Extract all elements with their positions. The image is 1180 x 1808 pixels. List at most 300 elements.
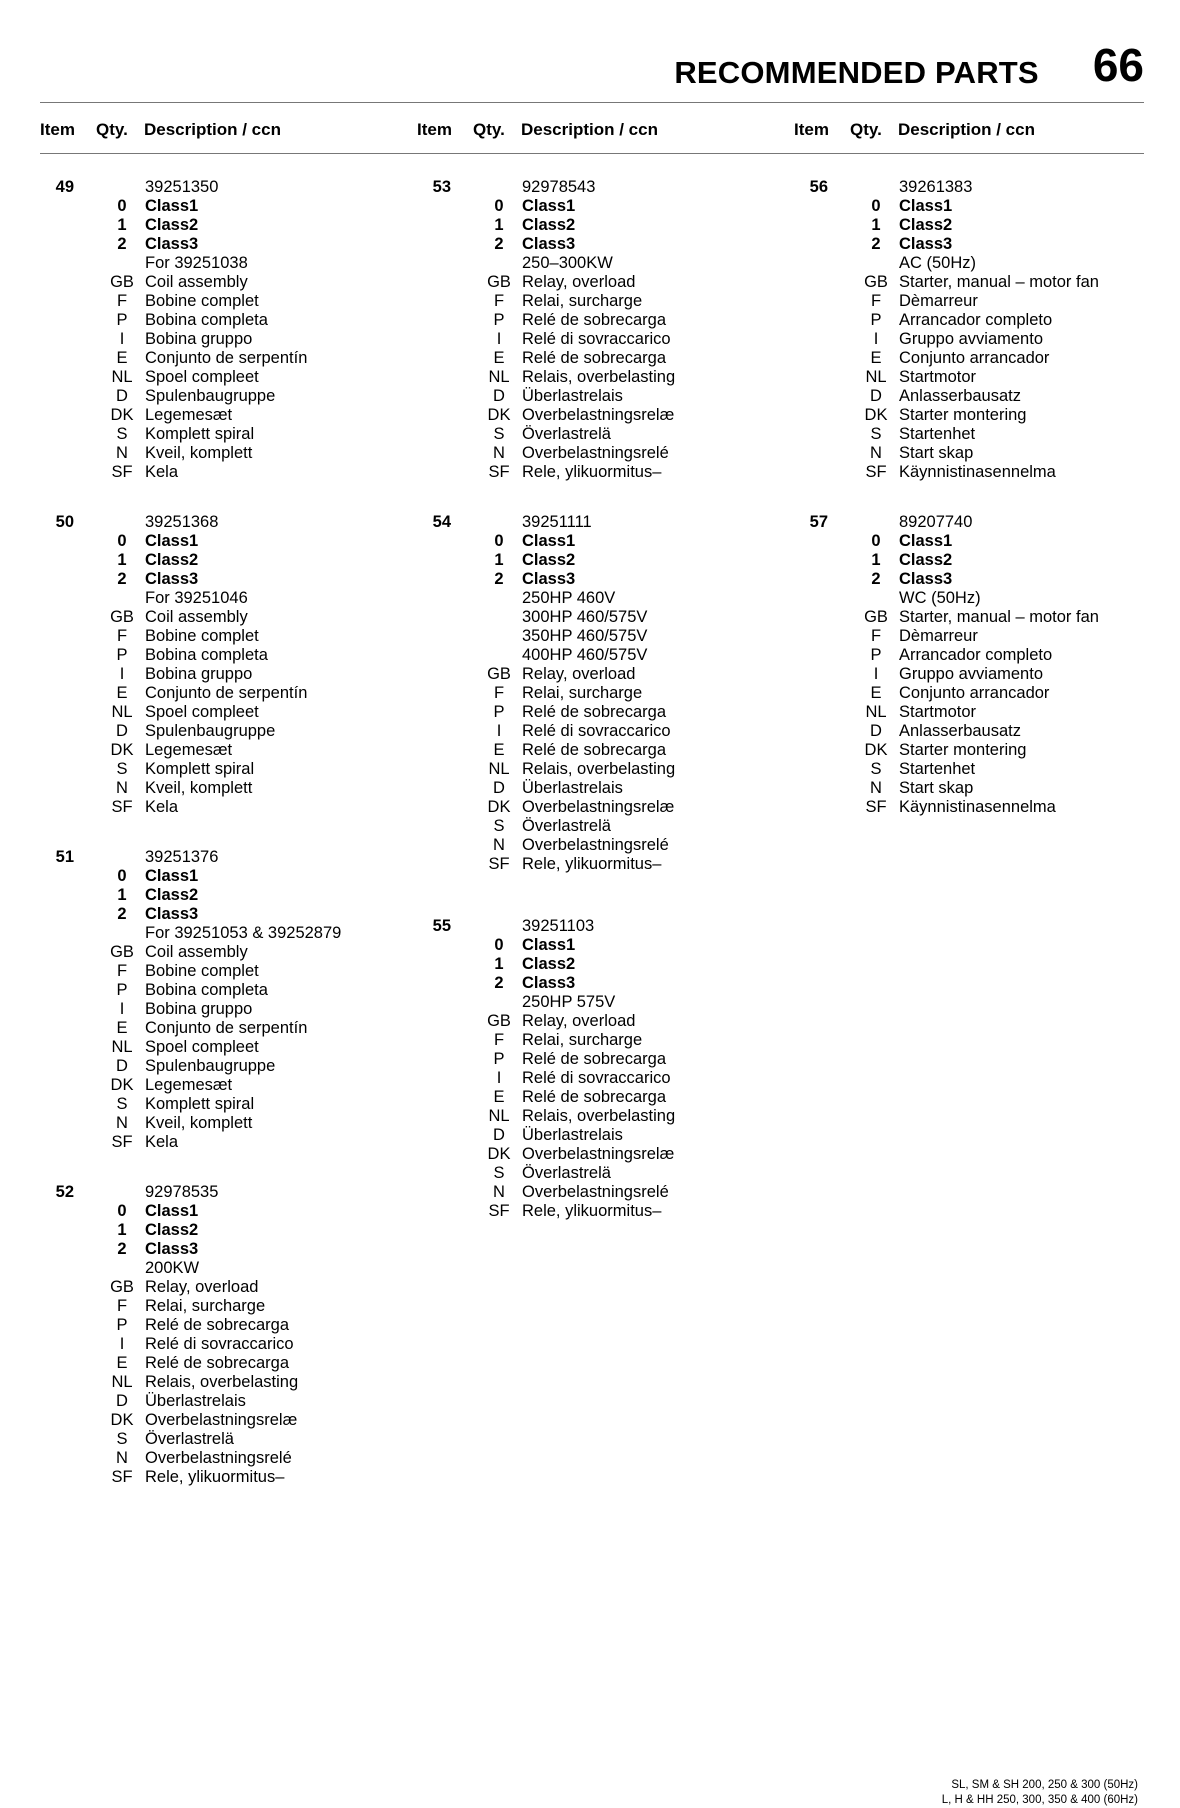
- qty-cell: DK: [110, 1411, 134, 1429]
- qty-cell: E: [870, 349, 882, 367]
- qty-cell: 0: [117, 197, 127, 215]
- qty-cell: S: [116, 1430, 128, 1448]
- description-cell: 92978543: [522, 178, 596, 196]
- part-item-50: [40, 513, 400, 817]
- qty-cell: 0: [494, 532, 504, 550]
- description-cell: Kela: [145, 1133, 179, 1151]
- page-title: RECOMMENDED PARTS: [674, 55, 1039, 90]
- description-cell: Arrancador completo: [899, 646, 1053, 664]
- part-line: [40, 330, 400, 349]
- part-line: [417, 1145, 777, 1164]
- description-cell: Relé de sobrecarga: [522, 741, 667, 759]
- description-cell: Relai, surcharge: [522, 1031, 643, 1049]
- description-cell: Coil assembly: [145, 943, 248, 961]
- part-line: [417, 254, 777, 273]
- part-line: [794, 551, 1154, 570]
- description-cell: Class1: [145, 532, 199, 550]
- description-cell: 39261383: [899, 178, 973, 196]
- description-cell: Class1: [522, 197, 576, 215]
- description-cell: 250HP 575V: [522, 993, 616, 1011]
- description-cell: Käynnistinasennelma: [899, 463, 1056, 481]
- qty-cell: GB: [110, 608, 134, 626]
- part-line: [417, 349, 777, 368]
- description-cell: Bobina gruppo: [145, 1000, 253, 1018]
- description-cell: Relé de sobrecarga: [522, 311, 667, 329]
- qty-cell: SF: [865, 798, 887, 816]
- qty-cell: GB: [487, 1012, 511, 1030]
- qty-cell: SF: [488, 1202, 510, 1220]
- part-line: [794, 406, 1154, 425]
- part-item-55: [417, 917, 777, 1221]
- qty-cell: N: [116, 1114, 128, 1132]
- part-line: [40, 741, 400, 760]
- qty-cell: DK: [864, 741, 888, 759]
- qty-cell: D: [870, 387, 882, 405]
- column-header-item: Item: [417, 120, 452, 139]
- description-cell: Class3: [145, 235, 199, 253]
- description-cell: Överlastrelä: [522, 1164, 611, 1182]
- description-cell: Class2: [145, 216, 199, 234]
- part-line: [40, 1240, 400, 1259]
- qty-cell: F: [493, 1031, 505, 1049]
- part-line: [40, 1114, 400, 1133]
- part-line: [794, 387, 1154, 406]
- description-cell: 39251111: [522, 513, 592, 531]
- part-line: [794, 684, 1154, 703]
- qty-cell: DK: [487, 798, 511, 816]
- qty-cell: GB: [487, 665, 511, 683]
- part-item-51: [40, 848, 400, 1152]
- qty-cell: GB: [110, 273, 134, 291]
- part-line: [40, 292, 400, 311]
- description-cell: Rele, ylikuormitus–: [522, 855, 662, 873]
- description-cell: Overbelastningsrelæ: [522, 406, 675, 424]
- qty-cell: DK: [110, 1076, 134, 1094]
- qty-cell: 1: [494, 551, 504, 569]
- qty-cell: P: [493, 703, 505, 721]
- qty-cell: I: [496, 330, 502, 348]
- description-cell: Relé de sobrecarga: [145, 1354, 290, 1372]
- qty-cell: GB: [864, 273, 888, 291]
- qty-cell: N: [116, 444, 128, 462]
- part-line: [794, 741, 1154, 760]
- part-line: [40, 1133, 400, 1152]
- part-line: [40, 1297, 400, 1316]
- part-line: [417, 798, 777, 817]
- part-line: [40, 722, 400, 741]
- part-line: [794, 197, 1154, 216]
- qty-cell: NL: [111, 1373, 133, 1391]
- description-cell: Relai, surcharge: [145, 1297, 266, 1315]
- part-line: [417, 216, 777, 235]
- column-header-qty: Qty.: [473, 120, 505, 139]
- part-line: [417, 292, 777, 311]
- description-cell: Överlastrelä: [522, 817, 611, 835]
- part-line: [417, 993, 777, 1012]
- description-cell: Bobine complet: [145, 627, 259, 645]
- parts-column-3: [794, 178, 1154, 817]
- description-cell: Dèmarreur: [899, 292, 978, 310]
- part-line: [417, 1050, 777, 1069]
- description-cell: Rele, ylikuormitus–: [522, 1202, 662, 1220]
- part-line: [417, 406, 777, 425]
- description-cell: Class2: [145, 1221, 199, 1239]
- part-line: [40, 1354, 400, 1373]
- part-line: [40, 962, 400, 981]
- description-cell: Legemesæt: [145, 741, 233, 759]
- part-line: [794, 292, 1154, 311]
- qty-cell: P: [116, 646, 128, 664]
- qty-cell: 1: [117, 886, 127, 904]
- part-line: [417, 311, 777, 330]
- qty-cell: I: [873, 665, 879, 683]
- part-line: [40, 1202, 400, 1221]
- qty-cell: E: [116, 684, 128, 702]
- qty-cell: I: [496, 1069, 502, 1087]
- qty-cell: 2: [117, 1240, 127, 1258]
- description-cell: Class3: [522, 235, 576, 253]
- qty-cell: 2: [117, 905, 127, 923]
- part-line: [40, 513, 400, 532]
- qty-cell: 0: [117, 867, 127, 885]
- part-line: [40, 197, 400, 216]
- part-line: [417, 646, 777, 665]
- description-cell: Überlastrelais: [522, 779, 623, 797]
- qty-cell: P: [870, 646, 882, 664]
- column-header-description: Description / ccn: [144, 120, 281, 139]
- qty-cell: E: [493, 1088, 505, 1106]
- qty-cell: P: [116, 981, 128, 999]
- description-cell: Bobina completa: [145, 981, 268, 999]
- description-cell: Class2: [899, 216, 953, 234]
- part-line: [794, 368, 1154, 387]
- description-cell: Coil assembly: [145, 273, 248, 291]
- description-cell: Class2: [522, 216, 576, 234]
- part-line: [417, 936, 777, 955]
- description-cell: Bobina gruppo: [145, 330, 253, 348]
- description-cell: Komplett spiral: [145, 1095, 255, 1113]
- qty-cell: D: [116, 1057, 128, 1075]
- column-header-qty: Qty.: [850, 120, 882, 139]
- item-number: 57: [809, 513, 828, 531]
- qty-cell: NL: [111, 368, 133, 386]
- description-cell: Class1: [522, 936, 576, 954]
- description-cell: Käynnistinasennelma: [899, 798, 1056, 816]
- description-cell: Startmotor: [899, 703, 977, 721]
- part-line: [417, 1088, 777, 1107]
- part-line: [40, 1057, 400, 1076]
- part-line: [417, 551, 777, 570]
- part-line: [417, 532, 777, 551]
- description-cell: For 39251046: [145, 589, 248, 607]
- description-cell: 250HP 460V: [522, 589, 616, 607]
- column-header-description: Description / ccn: [521, 120, 658, 139]
- qty-cell: 2: [494, 570, 504, 588]
- qty-cell: S: [870, 760, 882, 778]
- qty-cell: F: [870, 627, 882, 645]
- part-line: [40, 349, 400, 368]
- part-line: [40, 387, 400, 406]
- description-cell: For 39251038: [145, 254, 248, 272]
- qty-cell: E: [116, 1019, 128, 1037]
- description-cell: Starter montering: [899, 741, 1027, 759]
- part-line: [794, 722, 1154, 741]
- part-line: [40, 1392, 400, 1411]
- part-line: [417, 463, 777, 482]
- part-line: [40, 425, 400, 444]
- qty-cell: D: [116, 1392, 128, 1410]
- qty-cell: SF: [865, 463, 887, 481]
- description-cell: Start skap: [899, 779, 974, 797]
- part-line: [40, 886, 400, 905]
- part-line: [417, 760, 777, 779]
- part-line: [417, 273, 777, 292]
- description-cell: 350HP 460/575V: [522, 627, 648, 645]
- part-line: [40, 551, 400, 570]
- qty-cell: DK: [487, 406, 511, 424]
- part-line: [417, 608, 777, 627]
- qty-cell: I: [119, 1000, 125, 1018]
- qty-cell: 1: [494, 955, 504, 973]
- part-line: [40, 608, 400, 627]
- qty-cell: I: [496, 722, 502, 740]
- qty-cell: NL: [865, 703, 887, 721]
- description-cell: 250–300KW: [522, 254, 613, 272]
- qty-cell: 1: [494, 216, 504, 234]
- qty-cell: P: [493, 1050, 505, 1068]
- qty-cell: 0: [117, 1202, 127, 1220]
- description-cell: Überlastrelais: [145, 1392, 246, 1410]
- description-cell: Spoel compleet: [145, 703, 259, 721]
- part-line: [794, 311, 1154, 330]
- part-line: [40, 254, 400, 273]
- description-cell: Anlasserbausatz: [899, 387, 1021, 405]
- qty-cell: E: [870, 684, 882, 702]
- description-cell: Conjunto de serpentín: [145, 349, 308, 367]
- part-line: [794, 798, 1154, 817]
- qty-cell: N: [493, 836, 505, 854]
- description-cell: Class1: [145, 197, 199, 215]
- description-cell: Spulenbaugruppe: [145, 722, 276, 740]
- qty-cell: 1: [871, 216, 881, 234]
- part-line: [417, 425, 777, 444]
- part-line: [40, 1373, 400, 1392]
- part-line: [40, 570, 400, 589]
- qty-cell: NL: [111, 703, 133, 721]
- part-item-53: [417, 178, 777, 482]
- qty-cell: F: [493, 684, 505, 702]
- part-line: [794, 665, 1154, 684]
- description-cell: Gruppo avviamento: [899, 665, 1043, 683]
- description-cell: Class1: [899, 197, 953, 215]
- description-cell: Relai, surcharge: [522, 292, 643, 310]
- description-cell: 39251376: [145, 848, 219, 866]
- qty-cell: 2: [494, 974, 504, 992]
- description-cell: Conjunto arrancador: [899, 684, 1050, 702]
- qty-cell: S: [116, 1095, 128, 1113]
- part-line: [40, 779, 400, 798]
- part-line: [417, 368, 777, 387]
- qty-cell: N: [870, 444, 882, 462]
- column-header-rule: [40, 153, 1144, 154]
- qty-cell: D: [116, 722, 128, 740]
- description-cell: Relais, overbelasting: [522, 368, 676, 386]
- qty-cell: SF: [111, 463, 133, 481]
- description-cell: Starter, manual – motor fan: [899, 608, 1099, 626]
- part-line: [40, 406, 400, 425]
- part-line: [417, 684, 777, 703]
- description-cell: Dèmarreur: [899, 627, 978, 645]
- item-number: 54: [432, 513, 451, 531]
- part-item-54: [417, 513, 777, 874]
- description-cell: Spoel compleet: [145, 368, 259, 386]
- qty-cell: S: [116, 425, 128, 443]
- part-line: [794, 627, 1154, 646]
- description-cell: Kveil, komplett: [145, 444, 253, 462]
- description-cell: Class1: [522, 532, 576, 550]
- qty-cell: DK: [110, 406, 134, 424]
- description-cell: Bobine complet: [145, 292, 259, 310]
- qty-cell: 0: [494, 936, 504, 954]
- part-line: [417, 570, 777, 589]
- part-line: [40, 646, 400, 665]
- description-cell: Overbelastningsrelé: [145, 1449, 292, 1467]
- description-cell: Komplett spiral: [145, 425, 255, 443]
- part-line: [40, 1221, 400, 1240]
- part-line: [794, 235, 1154, 254]
- qty-cell: GB: [110, 1278, 134, 1296]
- qty-cell: E: [493, 741, 505, 759]
- part-line: [794, 589, 1154, 608]
- part-line: [40, 1316, 400, 1335]
- qty-cell: SF: [111, 1133, 133, 1151]
- part-line: [40, 178, 400, 197]
- part-line: [40, 848, 400, 867]
- part-line: [417, 722, 777, 741]
- part-line: [417, 1126, 777, 1145]
- description-cell: Relé di sovraccarico: [145, 1335, 294, 1353]
- part-line: [417, 974, 777, 993]
- part-line: [417, 741, 777, 760]
- part-line: [794, 216, 1154, 235]
- description-cell: Relé de sobrecarga: [522, 349, 667, 367]
- part-line: [417, 1202, 777, 1221]
- description-cell: Relé di sovraccarico: [522, 1069, 671, 1087]
- description-cell: Relais, overbelasting: [522, 1107, 676, 1125]
- description-cell: Overbelastningsrelé: [522, 836, 669, 854]
- parts-column-1: [40, 178, 400, 1487]
- description-cell: Class3: [145, 1240, 199, 1258]
- description-cell: Starter montering: [899, 406, 1027, 424]
- description-cell: Overbelastningsrelæ: [522, 1145, 675, 1163]
- part-line: [794, 178, 1154, 197]
- part-line: [417, 513, 777, 532]
- qty-cell: F: [116, 292, 128, 310]
- description-cell: Coil assembly: [145, 608, 248, 626]
- qty-cell: DK: [110, 741, 134, 759]
- qty-cell: 1: [117, 216, 127, 234]
- description-cell: Relay, overload: [522, 273, 636, 291]
- qty-cell: NL: [488, 1107, 510, 1125]
- qty-cell: GB: [864, 608, 888, 626]
- qty-cell: SF: [111, 798, 133, 816]
- description-cell: Class3: [899, 235, 953, 253]
- description-cell: WC (50Hz): [899, 589, 981, 607]
- description-cell: Class1: [145, 867, 199, 885]
- description-cell: Relé di sovraccarico: [522, 330, 671, 348]
- qty-cell: NL: [488, 760, 510, 778]
- page-header: [674, 39, 1144, 91]
- part-line: [794, 760, 1154, 779]
- qty-cell: 0: [117, 532, 127, 550]
- part-line: [794, 425, 1154, 444]
- description-cell: Spoel compleet: [145, 1038, 259, 1056]
- part-line: [40, 1019, 400, 1038]
- part-line: [40, 1449, 400, 1468]
- qty-cell: S: [493, 425, 505, 443]
- part-line: [794, 330, 1154, 349]
- description-cell: Conjunto de serpentín: [145, 1019, 308, 1037]
- description-cell: Class2: [522, 955, 576, 973]
- description-cell: Class3: [145, 905, 199, 923]
- qty-cell: S: [116, 760, 128, 778]
- part-line: [40, 532, 400, 551]
- part-line: [417, 178, 777, 197]
- description-cell: Relé de sobrecarga: [522, 1088, 667, 1106]
- qty-cell: N: [116, 1449, 128, 1467]
- qty-cell: N: [870, 779, 882, 797]
- description-cell: Class2: [145, 886, 199, 904]
- header-rule: [40, 102, 1144, 103]
- description-cell: 92978535: [145, 1183, 219, 1201]
- column-header-item: Item: [40, 120, 75, 139]
- description-cell: Conjunto arrancador: [899, 349, 1050, 367]
- description-cell: Relé de sobrecarga: [522, 703, 667, 721]
- qty-cell: GB: [487, 273, 511, 291]
- description-cell: Class3: [899, 570, 953, 588]
- description-cell: Kela: [145, 798, 179, 816]
- part-line: [40, 1000, 400, 1019]
- part-line: [40, 905, 400, 924]
- part-line: [417, 955, 777, 974]
- part-line: [794, 779, 1154, 798]
- qty-cell: E: [116, 349, 128, 367]
- description-cell: 39251368: [145, 513, 219, 531]
- part-line: [417, 817, 777, 836]
- item-number: 52: [55, 1183, 74, 1201]
- part-line: [417, 444, 777, 463]
- qty-cell: F: [116, 627, 128, 645]
- qty-cell: D: [870, 722, 882, 740]
- part-line: [40, 273, 400, 292]
- description-cell: Rele, ylikuormitus–: [522, 463, 662, 481]
- part-line: [417, 1031, 777, 1050]
- part-line: [417, 836, 777, 855]
- part-line: [417, 779, 777, 798]
- qty-cell: D: [493, 1126, 505, 1144]
- qty-cell: NL: [488, 368, 510, 386]
- description-cell: Bobina completa: [145, 646, 268, 664]
- qty-cell: 0: [494, 197, 504, 215]
- qty-cell: E: [493, 349, 505, 367]
- qty-cell: P: [116, 1316, 128, 1334]
- description-cell: Overbelastningsrelé: [522, 444, 669, 462]
- footer-line-2: L, H & HH 250, 300, 350 & 400 (60Hz): [941, 1794, 1138, 1806]
- description-cell: Class2: [522, 551, 576, 569]
- description-cell: Overbelastningsrelé: [522, 1183, 669, 1201]
- qty-cell: P: [493, 311, 505, 329]
- part-item-52: [40, 1183, 400, 1487]
